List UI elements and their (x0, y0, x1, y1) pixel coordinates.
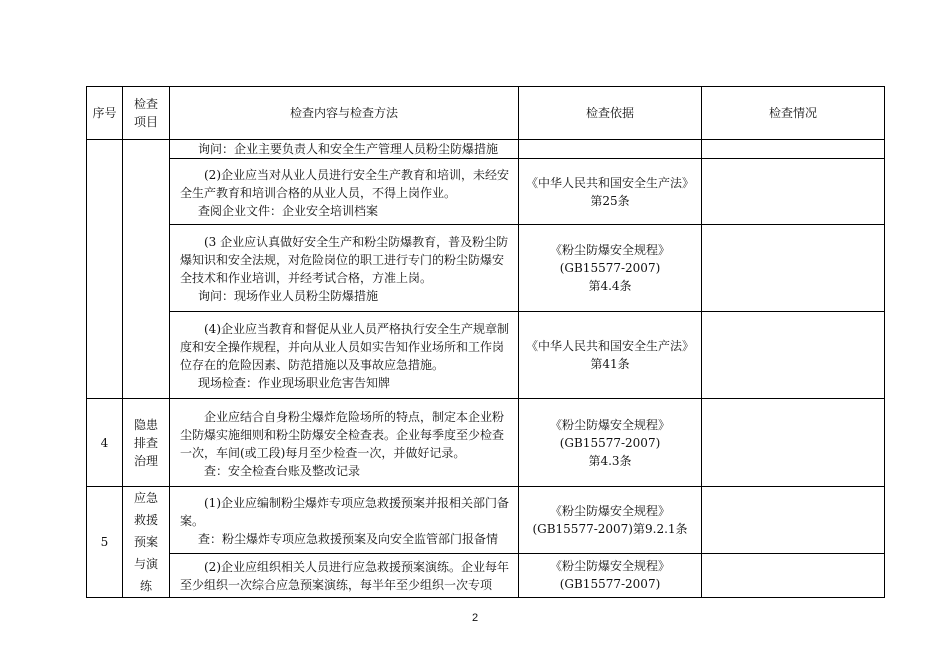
basis-cell (519, 487, 702, 554)
status-cell (702, 140, 885, 159)
content-cell (170, 312, 519, 399)
basis-line: (GB15577-2007)第9.2.1条 (532, 521, 688, 536)
inspection-table (86, 86, 885, 598)
basis-line: 《中华人民共和国安全生产法》 (525, 175, 694, 190)
basis-cell (519, 159, 702, 225)
content-line: 询问：现场作业人员粉尘防爆措施 (198, 289, 379, 303)
content-line: 现场检查：作业现场职业危害告知牌 (198, 376, 391, 390)
page-number: 2 (471, 612, 479, 624)
header-status: 检查情况 (702, 87, 885, 140)
content-line: (3 企业应认真做好安全生产和粉尘防爆教育，普及粉尘防爆知识和安全法规，对危险岗位的职工进行专门的粉尘防爆安全技术和作业培训，并经考试合格，方准上岗。 (180, 235, 509, 285)
content-cell (170, 399, 519, 487)
basis-cell (519, 553, 702, 597)
content-line: 查：粉尘爆炸专项应急救援预案及向安全监管部门报备情 (198, 531, 499, 546)
content-cell (170, 553, 519, 597)
basis-line: 第4.3条 (588, 453, 632, 468)
content-line: 查阅企业文件：企业安全培训档案 (198, 203, 379, 218)
content-line: 企业应结合自身粉尘爆炸危险场所的特点，制定本企业粉尘防爆实施细则和粉尘防爆安全检查表。企业每季度至少检查一次，车间(或工段)每月至少检查一次，并做好记录。 (180, 409, 505, 460)
status-cell (702, 399, 885, 487)
basis-cell (519, 399, 702, 487)
basis-line: (GB15577-2007) (559, 261, 661, 275)
basis-line: 《中华人民共和国安全生产法》 (525, 339, 694, 353)
basis-line: (GB15577-2007) (559, 435, 661, 450)
content-line: 查：安全检查台账及整改记录 (204, 463, 361, 478)
content-line: (1)企业应编制粉尘爆炸专项应急救援预案并报相关部门备案。 (180, 495, 510, 528)
header-row (87, 87, 885, 140)
content-cell (170, 225, 519, 312)
content-line: (2)企业应当对从业人员进行安全生产教育和培训，未经安全生产教育和培训合格的从业人员，不得上岗作业。 (180, 167, 510, 200)
basis-line: 第41条 (590, 357, 630, 371)
no-cell-empty (87, 140, 123, 399)
content-line: 询问：企业主要负责人和安全生产管理人员粉尘防爆措施 (198, 142, 499, 156)
section-no: 4 (87, 399, 123, 487)
item-cell-empty (123, 140, 170, 399)
content-line: (2)企业应组织相关人员进行应急救援预案演练。企业每年至少组织一次综合应急预案演练，每半年至少组织一次专项 (180, 560, 510, 593)
table-row (87, 225, 885, 312)
basis-line: 《粉尘防爆安全规程》 (549, 503, 670, 518)
status-cell (702, 553, 885, 597)
basis-cell (519, 312, 702, 399)
basis-cell (519, 140, 702, 159)
basis-line: 第25条 (590, 193, 630, 208)
table-row (87, 553, 885, 597)
table-row (87, 140, 885, 159)
table-row (87, 312, 885, 399)
status-cell (702, 225, 885, 312)
table-row (87, 487, 885, 554)
section-item: 隐患排查治理 (123, 399, 170, 487)
basis-line: (GB15577-2007) (559, 577, 661, 592)
content-cell (170, 487, 519, 554)
table-row (87, 159, 885, 225)
content-cell (170, 159, 519, 225)
content-line: (4)企业应当教育和督促从业人员严格执行安全生产规章制度和安全操作规程，并向从业人员如实告知作业场所和工作岗位存在的危险因素、防范措施以及事故应急措施。 (180, 322, 510, 372)
table-row (87, 399, 885, 487)
basis-line: 《粉尘防爆安全规程》 (549, 417, 670, 432)
section-item: 应急救援预案与演练 (123, 487, 170, 598)
header-item: 检查项目 (123, 87, 170, 140)
status-cell (702, 487, 885, 554)
content-cell (170, 140, 519, 159)
basis-line: 《粉尘防爆安全规程》 (549, 243, 670, 257)
basis-line: 《粉尘防爆安全规程》 (549, 559, 670, 574)
header-basis: 检查依据 (519, 87, 702, 140)
header-no: 序号 (87, 87, 123, 140)
section-no: 5 (87, 487, 123, 598)
header-content: 检查内容与检查方法 (170, 87, 519, 140)
status-cell (702, 159, 885, 225)
status-cell (702, 312, 885, 399)
basis-cell (519, 225, 702, 312)
basis-line: 第4.4条 (588, 279, 632, 293)
